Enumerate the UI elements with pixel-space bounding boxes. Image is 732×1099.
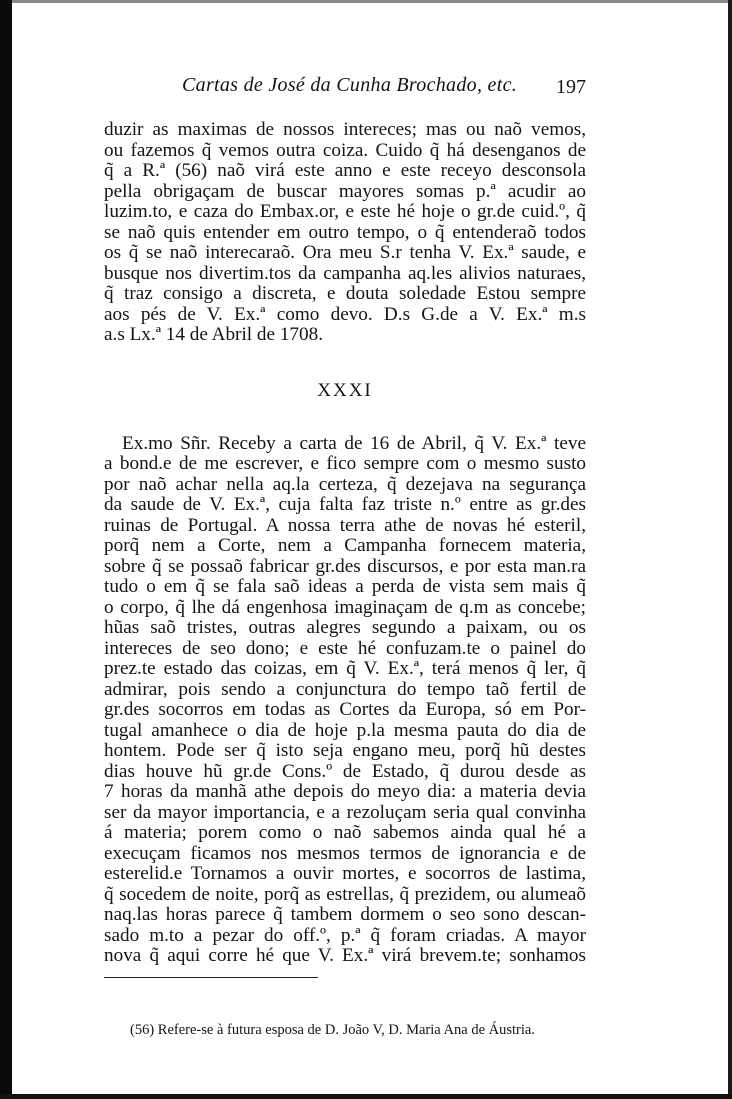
text-line: ruinas de Portugal. A nossa terra athe de novas hé esteril, xyxy=(104,514,586,536)
page-number: 197 xyxy=(556,76,586,98)
text-line: se naõ quis entender em outro tempo, o q̃ entenderaõ todos xyxy=(104,221,586,243)
text-line: hontem. Pode ser q̃ isto seja engano meu, porq̃ hũ destes xyxy=(104,740,586,761)
text-line: 7 horas da manhã athe depois do meyo dia: a materia devia xyxy=(104,781,586,802)
text-line: tugal amanhece o dia de hoje p.la mesma pauta do dia de xyxy=(104,719,586,741)
text-line: a.s Lx.ª 14 de Abril de 1708. xyxy=(104,324,323,345)
scan-border-bottom xyxy=(0,1094,732,1099)
text-line: q̃ a R.ª (56) naõ virá este anno e este receyo desconsola xyxy=(104,160,586,181)
paragraph-letter-xxx-end xyxy=(104,120,586,346)
text-line: sado m.to a pezar do off.º, p.ª q̃ foram criadas. A mayor xyxy=(104,924,586,946)
text-line: esterelid.e Tornamos a ouvir mortes, e socorros de lastima, xyxy=(104,863,586,884)
running-title: Cartas de José da Cunha Brochado, etc. xyxy=(182,74,518,96)
text-line: execuçam ficamos nos mesmos termos de ignorancia e de xyxy=(104,842,586,864)
book-page xyxy=(104,70,586,1039)
text-line: por naõ achar nella aq.la certeza, q̃ dezejava na segurança xyxy=(104,473,586,495)
text-line: a bond.e de me escrever, e fico sempre com o mesmo susto xyxy=(104,453,586,474)
scan-border-right xyxy=(728,0,732,1099)
text-line: prez.te estado das coizas, em q̃ V. Ex.ª, terá menos q̃ ler, q̃ xyxy=(104,658,586,679)
text-line: busque nos divertim.tos da campanha aq.les alivios naturaes, xyxy=(104,262,586,284)
text-line: ou fazemos q̃ vemos outra coiza. Cuido q̃ há desenganos de xyxy=(104,139,586,161)
text-line: q̃ traz consigo a discreta, e douta soledade Estou sempre xyxy=(104,283,586,304)
text-line: nova q̃ aqui corre hé que V. Ex.ª virá brevem.te; sonhamos xyxy=(104,945,586,966)
text-line: naq.las horas parece q̃ tambem dormem o seo sono descan- xyxy=(104,904,586,925)
text-line: dias houve hũ gr.de Cons.º de Estado, q̃ durou desde as xyxy=(104,760,586,782)
text-line: tudo o em q̃ se fala saõ ideas a perda de vista sem mais q̃ xyxy=(104,576,586,597)
text-line: duzir as maximas de nossos intereces; mas ou naõ vemos, xyxy=(104,119,586,140)
text-line: gr.des socorros em todas as Cortes da Europa, só em Por- xyxy=(104,699,586,720)
footnote-rule xyxy=(104,977,318,978)
scan-border-top xyxy=(0,0,732,3)
section-heading: XXXI xyxy=(317,379,373,401)
text-line: ser da mayor importancia, e a rezoluçam seria qual convinha xyxy=(104,801,586,823)
scan-border-left xyxy=(0,0,12,1099)
text-line: sobre q̃ se possaõ fabricar gr.des discursos, e por esta man.ra xyxy=(104,555,586,577)
text-line: da saude de V. Ex.ª, cuja falta faz triste n.º entre as gr.des xyxy=(104,494,586,515)
text-line: porq̃ nem a Corte, nem a Campanha fornecem materia, xyxy=(104,535,586,556)
text-line: Ex.mo Sñr. Receby a carta de 16 de Abril, q̃ V. Ex.ª teve xyxy=(122,432,586,454)
text-line: o corpo, q̃ lhe dá engenhosa imaginaçam de q.m as concebe; xyxy=(104,596,586,618)
text-line: admirar, pois sendo a conjunctura do tempo taõ fertil de xyxy=(104,678,586,700)
text-line: luzim.to, e caza do Embax.or, e este hé hoje o gr.de cuid.º, q̃ xyxy=(104,201,586,222)
footnote: (56) Refere-se à futura esposa de D. João V, D. Maria Ana de Áustria. xyxy=(130,1021,535,1038)
text-line: á materia; porem como o naõ sabemos ainda qual hé a xyxy=(104,822,586,843)
text-line: aos pés de V. Ex.ª como devo. D.s G.de a V. Ex.ª m.s xyxy=(104,303,586,325)
text-line: os q̃ se naõ interecaraõ. Ora meu S.r tenha V. Ex.ª saude, e xyxy=(104,242,586,263)
text-line: q̃ socedem de noite, porq̃ as estrellas, q̃ prezidem, ou alumeaõ xyxy=(104,883,586,905)
text-line: pella obrigaçam de buscar mayores somas p.ª acudir ao xyxy=(104,180,586,202)
paragraph-letter-xxxi xyxy=(104,434,586,967)
running-head xyxy=(104,70,586,106)
text-line: hũas saõ tristes, outras alegres segundo a paixam, ou os xyxy=(104,617,586,638)
text-line: intereces de seo dono; e este hé confuzam.te o painel do xyxy=(104,637,586,659)
